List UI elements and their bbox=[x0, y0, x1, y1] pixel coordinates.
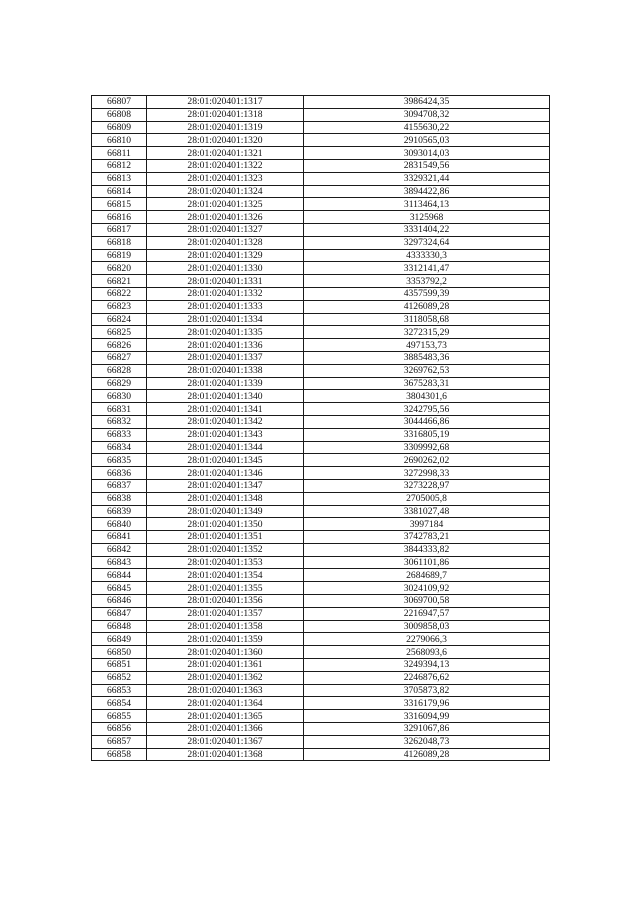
row-number-cell: 66830 bbox=[92, 390, 147, 403]
table-row bbox=[92, 607, 550, 620]
cadastral-number-cell: 28:01:020401:1343 bbox=[147, 428, 304, 441]
table-row bbox=[92, 646, 550, 659]
cadastral-number-cell: 28:01:020401:1335 bbox=[147, 326, 304, 339]
row-number-cell: 66827 bbox=[92, 351, 147, 364]
cadastral-value-cell: 3331404,22 bbox=[304, 223, 550, 236]
table-row bbox=[92, 479, 550, 492]
cadastral-number-cell: 28:01:020401:1346 bbox=[147, 467, 304, 480]
cadastral-value-cell: 3894422,86 bbox=[304, 185, 550, 198]
row-number-cell: 66831 bbox=[92, 403, 147, 416]
table-row bbox=[92, 339, 550, 352]
table-row bbox=[92, 569, 550, 582]
cadastral-value-cell: 3069700,58 bbox=[304, 595, 550, 608]
table-row bbox=[92, 275, 550, 288]
cadastral-number-cell: 28:01:020401:1318 bbox=[147, 108, 304, 121]
cadastral-number-cell: 28:01:020401:1361 bbox=[147, 659, 304, 672]
table-row bbox=[92, 159, 550, 172]
cadastral-value-cell: 3986424,35 bbox=[304, 96, 550, 109]
cadastral-value-cell: 2705005,8 bbox=[304, 492, 550, 505]
cadastral-number-cell: 28:01:020401:1351 bbox=[147, 531, 304, 544]
row-number-cell: 66820 bbox=[92, 262, 147, 275]
cadastral-number-cell: 28:01:020401:1366 bbox=[147, 723, 304, 736]
table-row bbox=[92, 326, 550, 339]
cadastral-number-cell: 28:01:020401:1355 bbox=[147, 582, 304, 595]
cadastral-number-cell: 28:01:020401:1344 bbox=[147, 441, 304, 454]
cadastral-value-cell: 3997184 bbox=[304, 518, 550, 531]
cadastral-number-cell: 28:01:020401:1330 bbox=[147, 262, 304, 275]
row-number-cell: 66812 bbox=[92, 159, 147, 172]
cadastral-number-cell: 28:01:020401:1347 bbox=[147, 479, 304, 492]
cadastral-value-cell: 3329321,44 bbox=[304, 172, 550, 185]
row-number-cell: 66848 bbox=[92, 620, 147, 633]
row-number-cell: 66807 bbox=[92, 96, 147, 109]
cadastral-number-cell: 28:01:020401:1360 bbox=[147, 646, 304, 659]
cadastral-value-cell: 2684689,7 bbox=[304, 569, 550, 582]
table-row bbox=[92, 198, 550, 211]
cadastral-number-cell: 28:01:020401:1333 bbox=[147, 300, 304, 313]
cadastral-number-cell: 28:01:020401:1319 bbox=[147, 121, 304, 134]
cadastral-number-cell: 28:01:020401:1356 bbox=[147, 595, 304, 608]
cadastral-value-cell: 3061101,86 bbox=[304, 556, 550, 569]
cadastral-value-cell: 3742783,21 bbox=[304, 531, 550, 544]
cadastral-value-cell: 3242795,56 bbox=[304, 403, 550, 416]
table-row bbox=[92, 467, 550, 480]
cadastral-number-cell: 28:01:020401:1331 bbox=[147, 275, 304, 288]
cadastral-value-table bbox=[91, 95, 550, 761]
cadastral-value-cell: 3316805,19 bbox=[304, 428, 550, 441]
cadastral-number-cell: 28:01:020401:1325 bbox=[147, 198, 304, 211]
row-number-cell: 66840 bbox=[92, 518, 147, 531]
table-body bbox=[92, 96, 550, 761]
cadastral-value-cell: 3093014,03 bbox=[304, 147, 550, 160]
row-number-cell: 66826 bbox=[92, 339, 147, 352]
table-row bbox=[92, 262, 550, 275]
cadastral-number-cell: 28:01:020401:1357 bbox=[147, 607, 304, 620]
row-number-cell: 66845 bbox=[92, 582, 147, 595]
cadastral-number-cell: 28:01:020401:1352 bbox=[147, 543, 304, 556]
table-row bbox=[92, 313, 550, 326]
cadastral-number-cell: 28:01:020401:1329 bbox=[147, 249, 304, 262]
row-number-cell: 66821 bbox=[92, 275, 147, 288]
cadastral-number-cell: 28:01:020401:1326 bbox=[147, 211, 304, 224]
row-number-cell: 66817 bbox=[92, 223, 147, 236]
row-number-cell: 66825 bbox=[92, 326, 147, 339]
row-number-cell: 66833 bbox=[92, 428, 147, 441]
row-number-cell: 66814 bbox=[92, 185, 147, 198]
cadastral-number-cell: 28:01:020401:1340 bbox=[147, 390, 304, 403]
cadastral-value-cell: 3675283,31 bbox=[304, 377, 550, 390]
cadastral-number-cell: 28:01:020401:1368 bbox=[147, 748, 304, 761]
cadastral-value-cell: 3705873,82 bbox=[304, 684, 550, 697]
table-row bbox=[92, 211, 550, 224]
row-number-cell: 66852 bbox=[92, 671, 147, 684]
cadastral-number-cell: 28:01:020401:1338 bbox=[147, 364, 304, 377]
cadastral-number-cell: 28:01:020401:1354 bbox=[147, 569, 304, 582]
table-row bbox=[92, 595, 550, 608]
table-row bbox=[92, 403, 550, 416]
table-row bbox=[92, 351, 550, 364]
table-row bbox=[92, 531, 550, 544]
row-number-cell: 66854 bbox=[92, 697, 147, 710]
row-number-cell: 66857 bbox=[92, 735, 147, 748]
row-number-cell: 66835 bbox=[92, 454, 147, 467]
row-number-cell: 66818 bbox=[92, 236, 147, 249]
row-number-cell: 66851 bbox=[92, 659, 147, 672]
cadastral-value-cell: 4155630,22 bbox=[304, 121, 550, 134]
cadastral-value-cell: 3269762,53 bbox=[304, 364, 550, 377]
row-number-cell: 66829 bbox=[92, 377, 147, 390]
row-number-cell: 66828 bbox=[92, 364, 147, 377]
row-number-cell: 66842 bbox=[92, 543, 147, 556]
table-row bbox=[92, 415, 550, 428]
cadastral-value-cell: 4357599,39 bbox=[304, 287, 550, 300]
cadastral-number-cell: 28:01:020401:1345 bbox=[147, 454, 304, 467]
cadastral-value-cell: 3272315,29 bbox=[304, 326, 550, 339]
table-row bbox=[92, 454, 550, 467]
cadastral-value-cell: 2910565,03 bbox=[304, 134, 550, 147]
cadastral-number-cell: 28:01:020401:1365 bbox=[147, 710, 304, 723]
table-row bbox=[92, 492, 550, 505]
cadastral-number-cell: 28:01:020401:1348 bbox=[147, 492, 304, 505]
cadastral-value-cell: 3044466,86 bbox=[304, 415, 550, 428]
cadastral-number-cell: 28:01:020401:1341 bbox=[147, 403, 304, 416]
row-number-cell: 66819 bbox=[92, 249, 147, 262]
row-number-cell: 66850 bbox=[92, 646, 147, 659]
cadastral-number-cell: 28:01:020401:1322 bbox=[147, 159, 304, 172]
cadastral-value-cell: 2690262,02 bbox=[304, 454, 550, 467]
cadastral-value-cell: 3113464,13 bbox=[304, 198, 550, 211]
cadastral-number-cell: 28:01:020401:1362 bbox=[147, 671, 304, 684]
cadastral-value-cell: 3273228,97 bbox=[304, 479, 550, 492]
row-number-cell: 66847 bbox=[92, 607, 147, 620]
table-row bbox=[92, 671, 550, 684]
row-number-cell: 66838 bbox=[92, 492, 147, 505]
row-number-cell: 66834 bbox=[92, 441, 147, 454]
row-number-cell: 66822 bbox=[92, 287, 147, 300]
row-number-cell: 66844 bbox=[92, 569, 147, 582]
cadastral-number-cell: 28:01:020401:1323 bbox=[147, 172, 304, 185]
cadastral-value-cell: 4126089,28 bbox=[304, 748, 550, 761]
row-number-cell: 66808 bbox=[92, 108, 147, 121]
row-number-cell: 66849 bbox=[92, 633, 147, 646]
table-row bbox=[92, 620, 550, 633]
row-number-cell: 66839 bbox=[92, 505, 147, 518]
table-row bbox=[92, 121, 550, 134]
cadastral-value-cell: 2216947,57 bbox=[304, 607, 550, 620]
table-row bbox=[92, 697, 550, 710]
table-row bbox=[92, 543, 550, 556]
table-row bbox=[92, 518, 550, 531]
table-row bbox=[92, 441, 550, 454]
table-row bbox=[92, 223, 550, 236]
cadastral-value-cell: 3262048,73 bbox=[304, 735, 550, 748]
table-row bbox=[92, 377, 550, 390]
table-row bbox=[92, 556, 550, 569]
cadastral-number-cell: 28:01:020401:1349 bbox=[147, 505, 304, 518]
row-number-cell: 66810 bbox=[92, 134, 147, 147]
table-row bbox=[92, 236, 550, 249]
row-number-cell: 66836 bbox=[92, 467, 147, 480]
row-number-cell: 66858 bbox=[92, 748, 147, 761]
table-row bbox=[92, 723, 550, 736]
row-number-cell: 66837 bbox=[92, 479, 147, 492]
cadastral-number-cell: 28:01:020401:1339 bbox=[147, 377, 304, 390]
row-number-cell: 66853 bbox=[92, 684, 147, 697]
cadastral-value-cell: 3844333,82 bbox=[304, 543, 550, 556]
cadastral-value-cell: 3118058,68 bbox=[304, 313, 550, 326]
cadastral-number-cell: 28:01:020401:1336 bbox=[147, 339, 304, 352]
cadastral-number-cell: 28:01:020401:1320 bbox=[147, 134, 304, 147]
cadastral-number-cell: 28:01:020401:1337 bbox=[147, 351, 304, 364]
cadastral-value-cell: 3024109,92 bbox=[304, 582, 550, 595]
cadastral-value-cell: 3353792,2 bbox=[304, 275, 550, 288]
row-number-cell: 66824 bbox=[92, 313, 147, 326]
cadastral-value-cell: 3291067,86 bbox=[304, 723, 550, 736]
cadastral-number-cell: 28:01:020401:1364 bbox=[147, 697, 304, 710]
table-row bbox=[92, 710, 550, 723]
cadastral-value-cell: 3272998,33 bbox=[304, 467, 550, 480]
cadastral-value-cell: 3316179,96 bbox=[304, 697, 550, 710]
table-row bbox=[92, 364, 550, 377]
table-row bbox=[92, 96, 550, 109]
row-number-cell: 66813 bbox=[92, 172, 147, 185]
table-row bbox=[92, 287, 550, 300]
cadastral-value-cell: 3316094,99 bbox=[304, 710, 550, 723]
cadastral-number-cell: 28:01:020401:1342 bbox=[147, 415, 304, 428]
cadastral-number-cell: 28:01:020401:1328 bbox=[147, 236, 304, 249]
row-number-cell: 66832 bbox=[92, 415, 147, 428]
cadastral-value-cell: 4126089,28 bbox=[304, 300, 550, 313]
table-row bbox=[92, 300, 550, 313]
cadastral-number-cell: 28:01:020401:1317 bbox=[147, 96, 304, 109]
cadastral-value-cell: 2568093,6 bbox=[304, 646, 550, 659]
cadastral-value-cell: 3312141,47 bbox=[304, 262, 550, 275]
cadastral-value-cell: 4333330,3 bbox=[304, 249, 550, 262]
row-number-cell: 66816 bbox=[92, 211, 147, 224]
cadastral-number-cell: 28:01:020401:1334 bbox=[147, 313, 304, 326]
cadastral-value-cell: 3309992,68 bbox=[304, 441, 550, 454]
cadastral-value-cell: 2279066,3 bbox=[304, 633, 550, 646]
cadastral-number-cell: 28:01:020401:1363 bbox=[147, 684, 304, 697]
table-row bbox=[92, 249, 550, 262]
cadastral-number-cell: 28:01:020401:1321 bbox=[147, 147, 304, 160]
table-row bbox=[92, 684, 550, 697]
row-number-cell: 66841 bbox=[92, 531, 147, 544]
table-row bbox=[92, 735, 550, 748]
row-number-cell: 66856 bbox=[92, 723, 147, 736]
cadastral-value-cell: 3249394,13 bbox=[304, 659, 550, 672]
cadastral-number-cell: 28:01:020401:1324 bbox=[147, 185, 304, 198]
cadastral-value-cell: 497153,73 bbox=[304, 339, 550, 352]
cadastral-number-cell: 28:01:020401:1358 bbox=[147, 620, 304, 633]
cadastral-number-cell: 28:01:020401:1367 bbox=[147, 735, 304, 748]
cadastral-value-cell: 2246876,62 bbox=[304, 671, 550, 684]
cadastral-value-cell: 3094708,32 bbox=[304, 108, 550, 121]
cadastral-value-cell: 3381027,48 bbox=[304, 505, 550, 518]
table-row bbox=[92, 633, 550, 646]
cadastral-number-cell: 28:01:020401:1359 bbox=[147, 633, 304, 646]
cadastral-value-cell: 3804301,6 bbox=[304, 390, 550, 403]
row-number-cell: 66811 bbox=[92, 147, 147, 160]
row-number-cell: 66809 bbox=[92, 121, 147, 134]
table-row bbox=[92, 748, 550, 761]
cadastral-number-cell: 28:01:020401:1353 bbox=[147, 556, 304, 569]
cadastral-value-cell: 3009858,03 bbox=[304, 620, 550, 633]
row-number-cell: 66855 bbox=[92, 710, 147, 723]
cadastral-value-cell: 3885483,36 bbox=[304, 351, 550, 364]
table-row bbox=[92, 582, 550, 595]
table-row bbox=[92, 428, 550, 441]
table-row bbox=[92, 390, 550, 403]
cadastral-value-cell: 3297324,64 bbox=[304, 236, 550, 249]
table-row bbox=[92, 659, 550, 672]
table-row bbox=[92, 134, 550, 147]
cadastral-number-cell: 28:01:020401:1350 bbox=[147, 518, 304, 531]
table-row bbox=[92, 505, 550, 518]
cadastral-number-cell: 28:01:020401:1327 bbox=[147, 223, 304, 236]
table-row bbox=[92, 108, 550, 121]
cadastral-value-cell: 2831549,56 bbox=[304, 159, 550, 172]
row-number-cell: 66843 bbox=[92, 556, 147, 569]
row-number-cell: 66823 bbox=[92, 300, 147, 313]
row-number-cell: 66846 bbox=[92, 595, 147, 608]
table-row bbox=[92, 185, 550, 198]
table-row bbox=[92, 172, 550, 185]
table-row bbox=[92, 147, 550, 160]
cadastral-number-cell: 28:01:020401:1332 bbox=[147, 287, 304, 300]
cadastral-value-cell: 3125968 bbox=[304, 211, 550, 224]
row-number-cell: 66815 bbox=[92, 198, 147, 211]
